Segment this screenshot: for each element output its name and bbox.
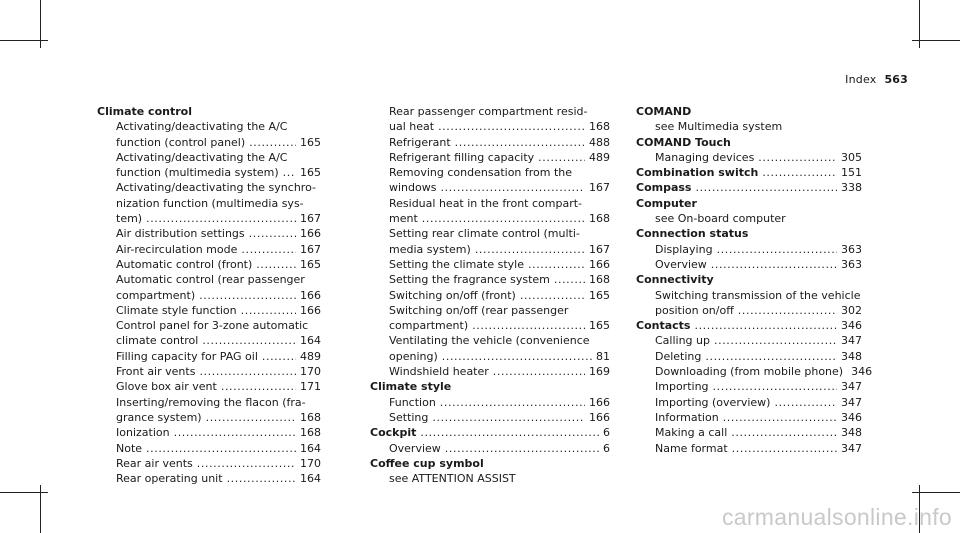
- dot-leader: [146, 441, 296, 456]
- page-reference: 167: [589, 242, 610, 256]
- dot-leader: [241, 242, 296, 257]
- page-reference: 170: [300, 456, 321, 470]
- index-subentry: [97, 410, 321, 425]
- entry-text: Activating/deactivating the A/C: [116, 150, 288, 164]
- index-subentry: [370, 441, 610, 456]
- index-subentry: [636, 379, 862, 394]
- index-subentry: [97, 150, 321, 165]
- entry-text: Calling up: [655, 334, 710, 348]
- entry-text: grance system): [116, 410, 202, 424]
- index-subentry: [97, 364, 321, 379]
- index-subentry: [370, 150, 610, 165]
- entry-text: Overview: [389, 441, 441, 455]
- index-subentry: [97, 272, 321, 287]
- entry-text: Climate style: [370, 380, 452, 394]
- crop-mark: [0, 40, 48, 41]
- entry-text: Coffee cup symbol: [370, 456, 484, 470]
- entry-text: Ventilating the vehicle (convenience: [389, 334, 590, 348]
- dot-leader: [440, 180, 585, 195]
- entry-text: compartment): [116, 288, 196, 302]
- index-subentry: [97, 196, 321, 211]
- page-reference: 166: [300, 288, 321, 302]
- dot-leader: [442, 349, 592, 364]
- dot-leader: [738, 303, 837, 318]
- index-subentry: [636, 119, 862, 134]
- index-subentry: [97, 471, 321, 486]
- entry-text: Front air vents: [116, 365, 196, 379]
- dot-leader: [538, 150, 585, 165]
- entry-text: function (control panel): [116, 135, 246, 149]
- dot-leader: [711, 257, 837, 272]
- index-subentry: [97, 349, 321, 364]
- index-subentry: [97, 211, 321, 226]
- dot-leader: [732, 441, 837, 456]
- page-reference: 347: [841, 395, 862, 409]
- entry-text: Climate control: [97, 105, 192, 118]
- index-subentry: [97, 288, 321, 303]
- entry-text: Information: [655, 410, 719, 424]
- entry-text: Note: [116, 441, 143, 455]
- index-subentry: [97, 257, 321, 272]
- index-subentry: [370, 119, 610, 134]
- dot-leader: [197, 456, 296, 471]
- index-heading: [370, 425, 610, 440]
- index-subentry: [370, 165, 610, 180]
- dot-leader: [758, 150, 837, 165]
- entry-text: ual heat: [389, 120, 435, 134]
- page-reference: 166: [300, 303, 321, 317]
- index-subentry: [97, 441, 321, 456]
- entry-text: Contacts: [636, 319, 691, 333]
- index-subentry: [370, 226, 610, 241]
- page-reference: 305: [841, 150, 862, 164]
- index-heading: [636, 318, 862, 333]
- index-subentry: [97, 425, 321, 440]
- index-heading: [370, 456, 610, 471]
- entry-text: Refrigerant: [389, 135, 451, 149]
- page-reference: 170: [300, 365, 321, 379]
- index-subentry: [370, 303, 610, 318]
- index-subentry: [97, 226, 321, 241]
- page-reference: 166: [589, 257, 610, 271]
- index-subentry: [370, 104, 610, 119]
- index-column-1: [97, 104, 321, 486]
- dot-leader: [705, 349, 837, 364]
- dot-leader: [249, 135, 296, 150]
- page-number: 563: [884, 73, 908, 86]
- page-reference: 165: [300, 166, 321, 180]
- dot-leader: [762, 165, 837, 180]
- page-reference: 168: [300, 426, 321, 440]
- entry-text: Air distribution settings: [116, 227, 245, 241]
- page-reference: 167: [300, 212, 321, 226]
- page-reference: 164: [300, 472, 321, 486]
- entry-text: Ionization: [116, 426, 170, 440]
- index-subentry: [97, 135, 321, 150]
- index-subentry: [636, 395, 862, 410]
- entry-text: see Multimedia system: [655, 120, 783, 134]
- entry-text: Removing condensation from the: [389, 166, 573, 180]
- watermark: carmanualsonline.info: [721, 504, 952, 530]
- page-reference: 348: [841, 349, 862, 363]
- index-heading: [636, 180, 862, 195]
- page-reference: 302: [841, 303, 862, 317]
- entry-text: Switching on/off (rear passenger: [389, 303, 569, 317]
- entry-text: opening): [389, 349, 438, 363]
- page-reference: 6: [603, 426, 610, 440]
- dot-leader: [493, 364, 585, 379]
- page-reference: 171: [300, 380, 321, 394]
- page-reference: 363: [841, 257, 862, 271]
- entry-text: compartment): [389, 319, 469, 333]
- page-reference: 347: [841, 334, 862, 348]
- dot-leader: [202, 333, 296, 348]
- index-subentry: [370, 395, 610, 410]
- index-subentry: [636, 441, 862, 456]
- index-subentry: [97, 180, 321, 195]
- entry-text: Setting rear climate control (multi-: [389, 227, 580, 241]
- entry-text: Filling capacity for PAG oil: [116, 349, 258, 363]
- dot-leader: [146, 211, 296, 226]
- dot-leader: [262, 349, 296, 364]
- index-subentry: [636, 425, 862, 440]
- entry-text: Cockpit: [370, 426, 417, 440]
- index-heading: [636, 196, 862, 211]
- page-reference: 489: [300, 349, 321, 363]
- entry-text: Connectivity: [636, 273, 714, 287]
- entry-text: Inserting/removing the flacon (fra-: [116, 395, 306, 409]
- entry-text: see On-board computer: [655, 212, 786, 226]
- entry-text: Managing devices: [655, 150, 755, 164]
- dot-leader: [241, 303, 296, 318]
- entry-text: Computer: [636, 196, 697, 210]
- dot-leader: [221, 379, 296, 394]
- index-subentry: [370, 364, 610, 379]
- index-subentry: [636, 242, 862, 257]
- page-reference: 346: [851, 365, 873, 379]
- dot-leader: [554, 272, 585, 287]
- page-reference: 165: [589, 288, 610, 302]
- index-subentry: [636, 257, 862, 272]
- entry-text: Refrigerant filling capacity: [389, 150, 535, 164]
- page-reference: 363: [841, 242, 862, 256]
- entry-text: Glove box air vent: [116, 380, 217, 394]
- index-subentry: [370, 135, 610, 150]
- dot-leader: [432, 410, 585, 425]
- dot-leader: [199, 288, 296, 303]
- dot-leader: [283, 165, 296, 180]
- index-subentry: [636, 211, 862, 226]
- index-heading: [97, 104, 321, 119]
- page-reference: 168: [589, 273, 610, 287]
- index-subentry: [370, 333, 610, 348]
- index-subentry: [370, 349, 610, 364]
- index-column-2: [370, 104, 610, 486]
- entry-text: Function: [389, 395, 436, 409]
- index-subentry: [370, 410, 610, 425]
- page-reference: 488: [589, 135, 610, 149]
- entry-text: Setting the climate style: [389, 257, 525, 271]
- entry-text: Activating/deactivating the A/C: [116, 120, 288, 134]
- entry-text: Climate style function: [116, 303, 237, 317]
- index-heading: [636, 165, 862, 180]
- entry-text: Downloading (from mobile phone): [655, 365, 844, 379]
- page-reference: 346: [841, 319, 862, 333]
- page-reference: 165: [589, 319, 610, 333]
- page-reference: 489: [589, 150, 610, 164]
- crop-mark: [912, 492, 960, 493]
- entry-text: Making a call: [655, 426, 728, 440]
- index-column-3: [636, 104, 873, 456]
- index-subentry: [97, 456, 321, 471]
- page-reference: 169: [589, 365, 610, 379]
- entry-text: function (multimedia system): [116, 166, 279, 180]
- index-subentry: [636, 303, 862, 318]
- dot-leader: [206, 410, 296, 425]
- entry-text: Displaying: [655, 242, 713, 256]
- entry-text: ment: [389, 212, 418, 226]
- dot-leader: [475, 242, 585, 257]
- page-reference: 347: [841, 441, 862, 455]
- index-subentry: [97, 395, 321, 410]
- dot-leader: [422, 211, 585, 226]
- page-reference: 167: [589, 181, 610, 195]
- page-reference: 168: [589, 212, 610, 226]
- entry-text: Automatic control (rear passenger: [116, 273, 305, 287]
- dot-leader: [438, 119, 585, 134]
- index-subentry: [370, 180, 610, 195]
- entry-text: windows: [389, 181, 437, 195]
- index-heading: [370, 379, 610, 394]
- index-subentry: [97, 242, 321, 257]
- index-heading: [636, 135, 862, 150]
- entry-text: nization function (multimedia sys-: [116, 196, 304, 210]
- dot-leader: [528, 257, 585, 272]
- entry-text: climate control: [116, 334, 199, 348]
- entry-text: tem): [116, 212, 143, 226]
- index-subentry: [97, 165, 321, 180]
- entry-text: Setting the fragrance system: [389, 273, 550, 287]
- entry-text: Combination switch: [636, 166, 759, 180]
- page-reference: 166: [589, 395, 610, 409]
- entry-text: Overview: [655, 257, 707, 271]
- entry-text: Setting: [389, 410, 429, 424]
- dot-leader: [174, 425, 296, 440]
- dot-leader: [199, 364, 296, 379]
- entry-text: Switching on/off (front): [389, 288, 516, 302]
- entry-text: Importing (overview): [655, 395, 771, 409]
- dot-leader: [420, 425, 599, 440]
- index-subentry: [370, 211, 610, 226]
- entry-text: Automatic control (front): [116, 257, 253, 271]
- index-subentry: [370, 318, 610, 333]
- entry-text: Control panel for 3-zone automatic: [116, 319, 309, 333]
- header-label: Index: [845, 73, 877, 86]
- index-subentry: [370, 257, 610, 272]
- page-reference: 165: [300, 257, 321, 271]
- entry-text: Residual heat in the front compart-: [389, 196, 582, 210]
- entry-text: Air-recirculation mode: [116, 242, 238, 256]
- index-heading: [636, 272, 862, 287]
- page-reference: 81: [596, 349, 610, 363]
- index-subentry: [97, 303, 321, 318]
- dot-leader: [256, 257, 296, 272]
- page-header: [845, 73, 908, 86]
- index-subentry: [370, 272, 610, 287]
- entry-text: COMAND Touch: [636, 135, 731, 149]
- index-subentry: [636, 349, 862, 364]
- index-subentry: [97, 119, 321, 134]
- index-subentry: [97, 333, 321, 348]
- page-reference: 338: [841, 181, 862, 195]
- entry-text: Windshield heater: [389, 365, 489, 379]
- entry-text: Name format: [655, 441, 728, 455]
- dot-leader: [445, 441, 599, 456]
- index-subentry: [370, 196, 610, 211]
- dot-leader: [713, 379, 837, 394]
- dot-leader: [440, 395, 585, 410]
- page-reference: 166: [300, 227, 321, 241]
- entry-text: media system): [389, 242, 471, 256]
- index-subentry: [636, 288, 862, 303]
- page-reference: 151: [841, 166, 862, 180]
- page-reference: 348: [841, 426, 862, 440]
- dot-leader: [249, 226, 296, 241]
- page-reference: 347: [841, 380, 862, 394]
- dot-leader: [714, 333, 837, 348]
- dot-leader: [695, 180, 837, 195]
- page-reference: 165: [300, 135, 321, 149]
- entry-text: Importing: [655, 380, 709, 394]
- entry-text: position on/off: [655, 303, 734, 317]
- page-reference: 168: [589, 120, 610, 134]
- index-subentry: [370, 288, 610, 303]
- dot-leader: [717, 242, 837, 257]
- index-subentry: [97, 318, 321, 333]
- index-subentry: [636, 364, 873, 379]
- dot-leader: [731, 425, 837, 440]
- index-subentry: [636, 333, 862, 348]
- crop-mark: [912, 40, 960, 41]
- index-subentry: [97, 379, 321, 394]
- page-reference: 167: [300, 242, 321, 256]
- index-subentry: [370, 471, 610, 486]
- index-subentry: [370, 242, 610, 257]
- page-reference: 164: [300, 441, 321, 455]
- dot-leader: [227, 471, 296, 486]
- index-heading: [636, 104, 862, 119]
- dot-leader: [694, 318, 837, 333]
- entry-text: Rear air vents: [116, 456, 193, 470]
- dot-leader: [520, 288, 585, 303]
- entry-text: Deleting: [655, 349, 702, 363]
- page-reference: 168: [300, 410, 321, 424]
- entry-text: Rear operating unit: [116, 472, 223, 486]
- dot-leader: [723, 410, 837, 425]
- page-reference: 166: [589, 410, 610, 424]
- entry-text: Activating/deactivating the synchro-: [116, 181, 316, 195]
- entry-text: COMAND: [636, 105, 692, 118]
- index-subentry: [636, 410, 862, 425]
- entry-text: Rear passenger compartment resid-: [389, 105, 588, 118]
- entry-text: Switching transmission of the vehicle: [655, 288, 861, 302]
- entry-text: Connection status: [636, 227, 749, 241]
- index-subentry: [636, 150, 862, 165]
- index-heading: [636, 226, 862, 241]
- dot-leader: [455, 135, 585, 150]
- entry-text: see ATTENTION ASSIST: [389, 472, 516, 486]
- entry-text: Compass: [636, 181, 692, 195]
- crop-mark: [0, 492, 48, 493]
- page-reference: 164: [300, 334, 321, 348]
- dot-leader: [774, 395, 837, 410]
- page-reference: 346: [841, 410, 862, 424]
- page-reference: 6: [603, 441, 610, 455]
- dot-leader: [472, 318, 585, 333]
